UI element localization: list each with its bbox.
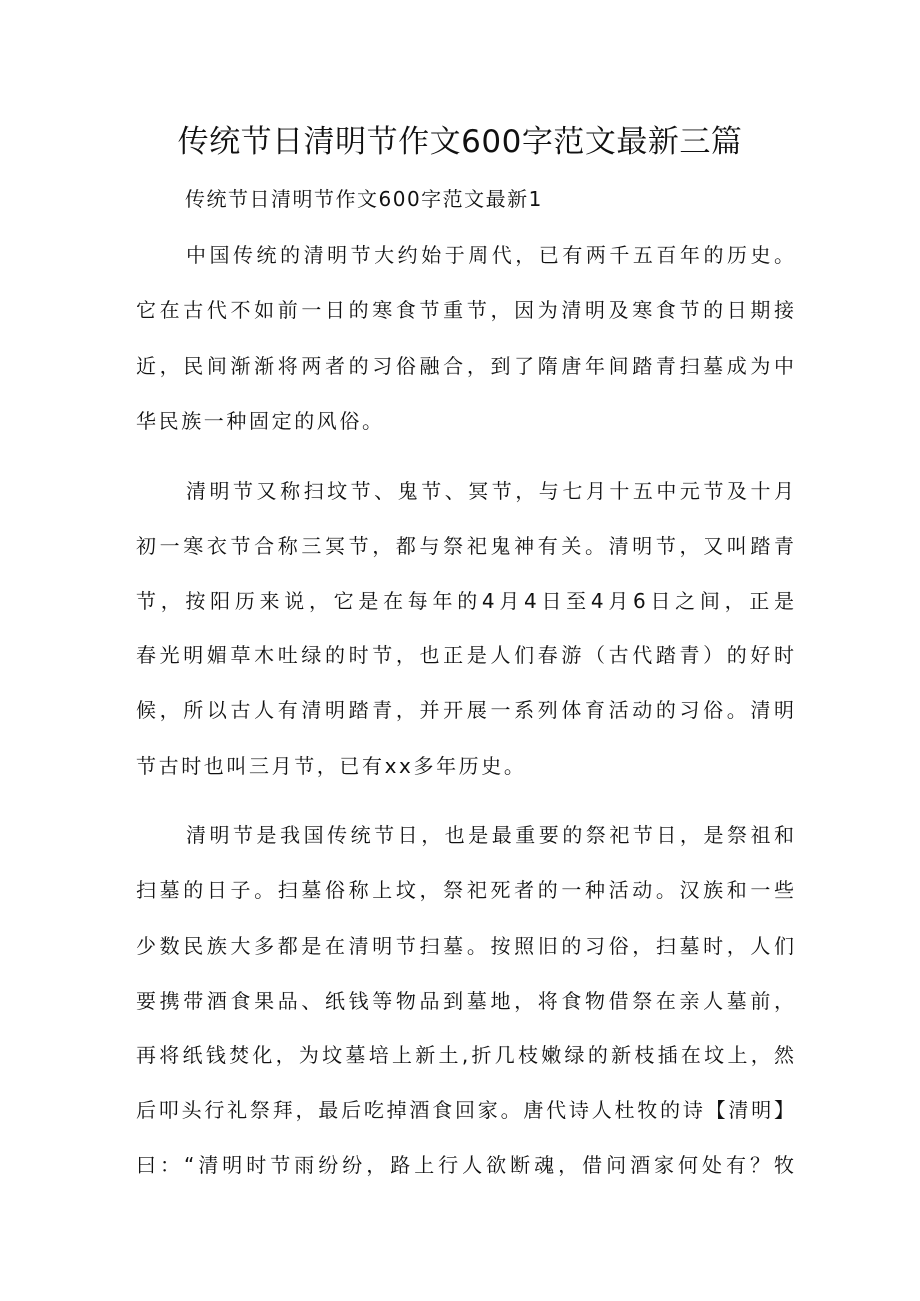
paragraph-line: 曰：“清明时节雨纷纷，路上行人欲断魂，借问酒家何处有？牧: [136, 1153, 794, 1177]
paragraph-line: 它在古代不如前一日的寒食节重节，因为清明及寒食节的日期接: [136, 298, 794, 322]
paragraph-line: 春光明媚草木吐绿的时节，也正是人们春游（古代踏青）的好时: [136, 643, 794, 667]
paragraph-line: 清明节是我国传统节日，也是最重要的祭祀节日，是祭祖和: [186, 823, 794, 847]
paragraph-line: 后叩头行礼祭拜，最后吃掉酒食回家。唐代诗人杜牧的诗【清明】: [136, 1098, 794, 1122]
paragraph-line: 节，按阳历来说，它是在每年的4月4日至4月6日之间，正是: [136, 589, 794, 613]
paragraph-line: 初一寒衣节合称三冥节，都与祭祀鬼神有关。清明节，又叫踏青: [136, 534, 794, 558]
paragraph-line: 扫墓的日子。扫墓俗称上坟，祭祀死者的一种活动。汉族和一些: [136, 878, 794, 902]
paragraph-line: 近，民间渐渐将两者的习俗融合，到了隋唐年间踏青扫墓成为中: [136, 354, 794, 378]
paragraph-line: 要携带酒食果品、纸钱等物品到墓地，将食物借祭在亲人墓前，: [136, 989, 794, 1013]
paragraph-line: 清明节又称扫坟节、鬼节、冥节，与七月十五中元节及十月: [186, 479, 794, 503]
paragraph-line: 候，所以古人有清明踏青，并开展一系列体育活动的习俗。清明: [136, 698, 794, 722]
paragraph-line: 中国传统的清明节大约始于周代，已有两千五百年的历史。: [186, 243, 794, 267]
paragraph-line: 华民族一种固定的风俗。: [136, 409, 385, 433]
document-title: 传统节日清明节作文600字范文最新三篇: [177, 124, 743, 160]
paragraph-line: 少数民族大多都是在清明节扫墓。按照旧的习俗，扫墓时，人们: [136, 934, 794, 958]
paragraph-line: 节古时也叫三月节，已有xx多年历史。: [136, 754, 527, 778]
section-heading: 传统节日清明节作文600字范文最新1: [185, 187, 543, 211]
paragraph-line: 再将纸钱焚化，为坟墓培上新土,折几枝嫩绿的新枝插在坟上，然: [136, 1043, 794, 1067]
